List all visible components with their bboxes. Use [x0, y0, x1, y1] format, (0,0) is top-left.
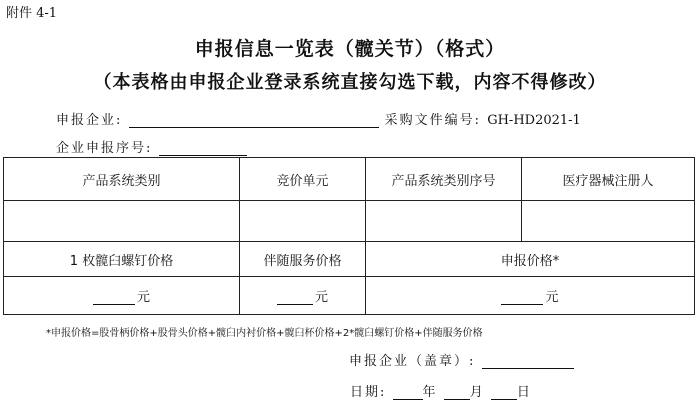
- table-row: [4, 201, 695, 242]
- seal-field[interactable]: [482, 355, 574, 369]
- company-label: 申报企业:: [56, 113, 123, 128]
- page-title: 申报信息一览表（髋关节）（格式）: [194, 38, 506, 60]
- header-product-category: 产品系统类别: [4, 158, 240, 201]
- cell-screw-price[interactable]: [4, 277, 240, 315]
- screw-price-unit: 元: [136, 290, 150, 305]
- day-field[interactable]: [491, 386, 517, 400]
- cell-product-category[interactable]: [4, 201, 240, 242]
- cell-service-price[interactable]: [240, 277, 366, 315]
- date-label: 日期:: [350, 385, 387, 400]
- day-label: 日: [516, 385, 532, 400]
- year-field[interactable]: [393, 386, 423, 400]
- year-label: 年: [422, 385, 438, 400]
- header-screw-price: 1 枚髋臼螺钉价格: [4, 242, 240, 277]
- table-row: [4, 242, 695, 277]
- declaration-table: [3, 157, 695, 315]
- cell-registrant[interactable]: [522, 201, 695, 242]
- service-price-unit: 元: [314, 290, 328, 305]
- company-info-row: [56, 109, 581, 128]
- screw-price-blank[interactable]: [93, 291, 135, 305]
- page-subtitle: （本表格由申报企业登录系统直接勾选下载，内容不得修改）: [93, 72, 607, 93]
- cell-bidding-unit[interactable]: [240, 201, 366, 242]
- month-field[interactable]: [444, 386, 470, 400]
- doc-number-value: GH-HD2021-1: [487, 113, 581, 128]
- table-row: [4, 277, 695, 315]
- price-formula-note: *申报价格=股骨柄价格+股骨头价格+髋臼内衬价格+髋臼杯价格+2*髋臼螺钉价格+伴随服务价格: [46, 328, 483, 339]
- seq-label: 企业申报序号:: [56, 141, 153, 156]
- header-bidding-unit: 竞价单元: [240, 158, 366, 201]
- attachment-label: 附件 4-1: [6, 6, 58, 21]
- header-declared-price: 申报价格*: [366, 242, 695, 277]
- seq-info-row: [56, 137, 247, 156]
- doc-number-label: 采购文件编号:: [384, 113, 482, 128]
- seal-label: 申报企业（盖章）:: [349, 354, 476, 369]
- cell-declared-price[interactable]: [366, 277, 695, 315]
- month-label: 月: [469, 385, 485, 400]
- service-price-blank[interactable]: [277, 291, 313, 305]
- date-row: [350, 381, 532, 400]
- cell-category-seq[interactable]: [366, 201, 522, 242]
- header-registrant: 医疗器械注册人: [522, 158, 695, 201]
- seq-field[interactable]: [159, 141, 247, 156]
- seal-row: [349, 350, 574, 369]
- header-category-seq: 产品系统类别序号: [366, 158, 522, 201]
- company-field[interactable]: [129, 113, 379, 128]
- header-service-price: 伴随服务价格: [240, 242, 366, 277]
- declared-price-blank[interactable]: [501, 291, 543, 305]
- declared-price-unit: 元: [545, 290, 559, 305]
- table-row: [4, 158, 695, 201]
